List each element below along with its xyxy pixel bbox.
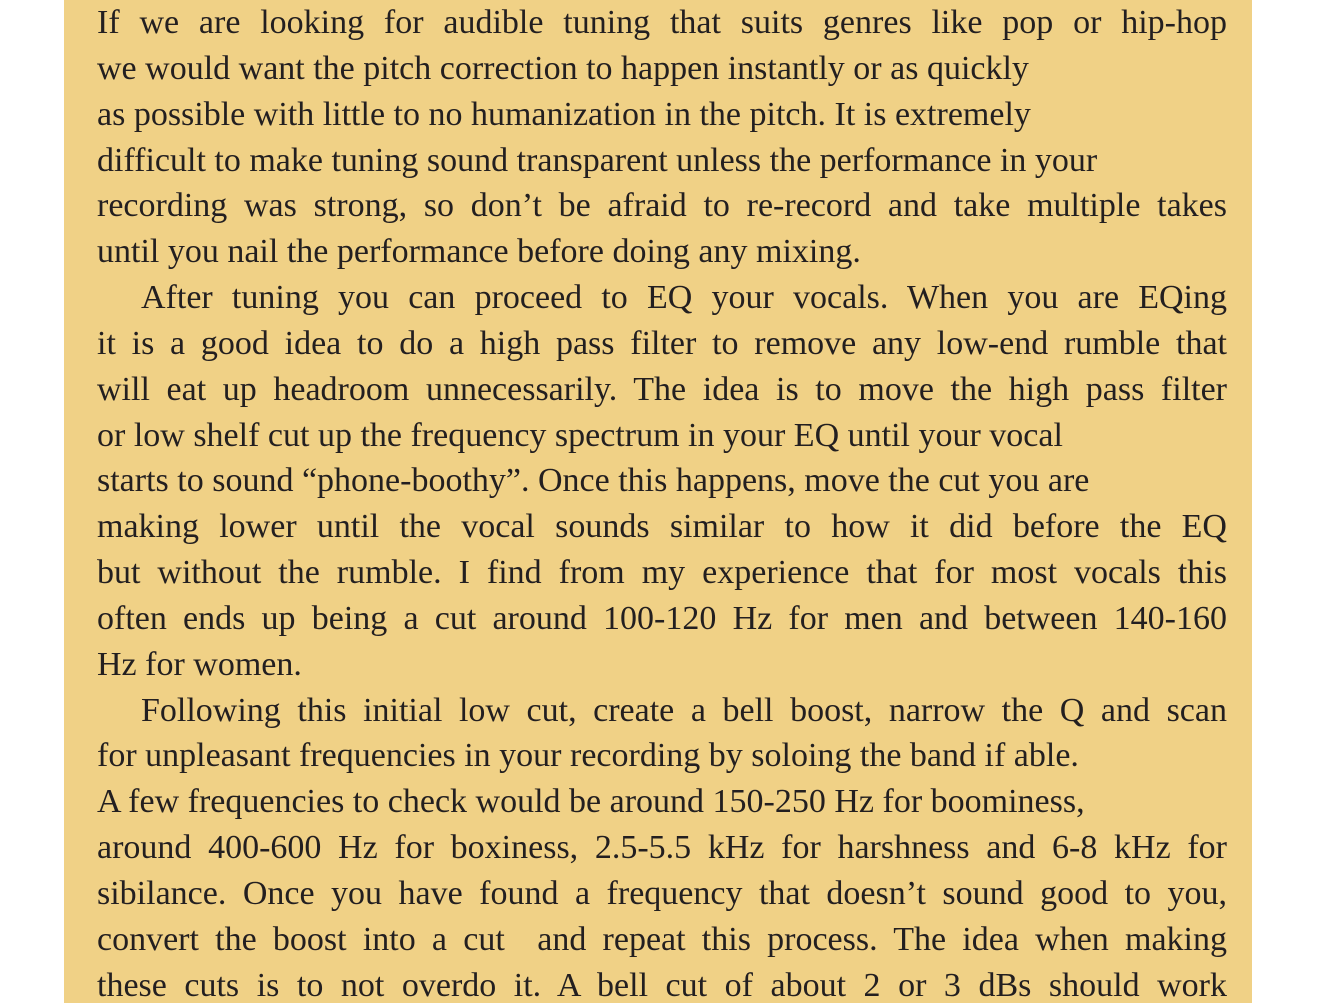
document-page: [64, 0, 1252, 1003]
paragraph-3-line-2: for unpleasant frequencies in your recording by soloing the band if able.: [97, 737, 1079, 774]
paragraph-2-line-7: but without the rumble. I find from my experience that for most vocals this: [97, 554, 1227, 591]
paragraph-3-line-5: sibilance. Once you have found a frequency that doesn’t sound good to you,: [97, 875, 1227, 912]
paragraph-3-line-3: A few frequencies to check would be around 150-250 Hz for boominess,: [97, 783, 1085, 820]
paragraph-2-line-5: starts to sound “phone-boothy”. Once this happens, move the cut you are: [97, 462, 1090, 499]
paragraph-2-line-9: Hz for women.: [97, 646, 302, 683]
paragraph-2-line-1: After tuning you can proceed to EQ your vocals. When you are EQing: [141, 279, 1227, 316]
paragraph-1-line-2: we would want the pitch correction to happen instantly or as quickly: [97, 50, 1029, 87]
paragraph-3-line-1: Following this initial low cut, create a bell boost, narrow the Q and scan: [141, 692, 1227, 729]
paragraph-1-line-3: as possible with little to no humanization in the pitch. It is extremely: [97, 96, 1031, 133]
paragraph-2-line-2: it is a good idea to do a high pass filter to remove any low-end rumble that: [97, 325, 1227, 362]
paragraph-3-line-4: around 400-600 Hz for boxiness, 2.5-5.5 kHz for harshness and 6-8 kHz for: [97, 829, 1227, 866]
paragraph-3-line-7: these cuts is to not overdo it. A bell cut of about 2 or 3 dBs should work: [97, 967, 1227, 1003]
paragraph-3-line-6: convert the boost into a cut and repeat this process. The idea when making: [97, 921, 1227, 958]
paragraph-2-line-4: or low shelf cut up the frequency spectrum in your EQ until your vocal: [97, 417, 1063, 454]
paragraph-1-line-4: difficult to make tuning sound transparent unless the performance in your: [97, 142, 1098, 179]
paragraph-1-line-6: until you nail the performance before doing any mixing.: [97, 233, 861, 270]
paragraph-2-line-6: making lower until the vocal sounds similar to how it did before the EQ: [97, 508, 1227, 545]
paragraph-1-line-1: If we are looking for audible tuning that suits genres like pop or hip-hop: [97, 4, 1227, 41]
paragraph-2-line-8: often ends up being a cut around 100-120 Hz for men and between 140-160: [97, 600, 1227, 637]
paragraph-2-line-3: will eat up headroom unnecessarily. The idea is to move the high pass filter: [97, 371, 1227, 408]
paragraph-1-line-5: recording was strong, so don’t be afraid to re-record and take multiple takes: [97, 187, 1227, 224]
